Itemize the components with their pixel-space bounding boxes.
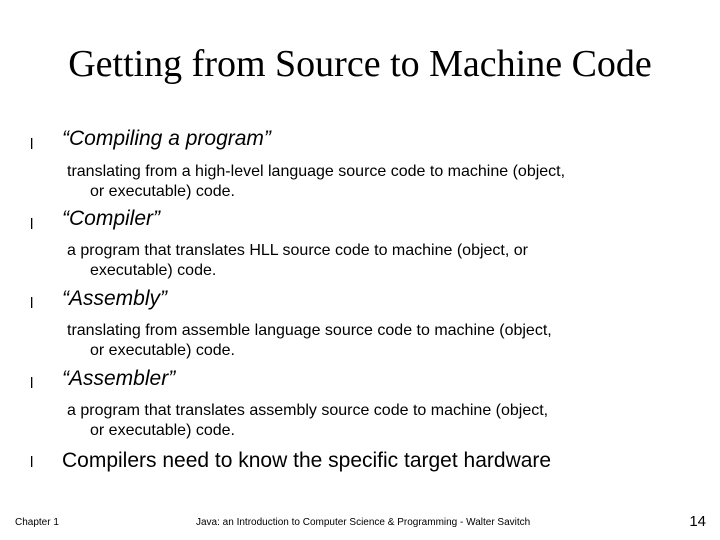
definition-compiler <box>67 241 707 281</box>
term-compiling-a-program: “Compiling a program” <box>62 127 271 150</box>
bullet-marker: l <box>30 216 34 233</box>
bullet-marker: l <box>30 136 34 153</box>
bullet-marker: l <box>30 375 34 392</box>
definition-line: or executable) code. <box>90 422 235 439</box>
bullet-marker: l <box>30 295 34 312</box>
footer-book-title: Java: an Introduction to Computer Science & Programming - Walter Savitch <box>196 517 531 528</box>
definition-assembly <box>67 321 707 361</box>
definition-line: executable) code. <box>90 262 217 279</box>
page-number: 14 <box>689 513 706 530</box>
definition-line: or executable) code. <box>90 183 235 200</box>
term-compiler: “Compiler” <box>62 207 161 230</box>
footer-chapter: Chapter 1 <box>15 517 59 528</box>
definition-line: a program that translates assembly source code to machine (object, <box>67 402 549 419</box>
slide-title: Getting from Source to Machine Code <box>68 43 652 85</box>
definition-line: translating from assemble language source code to machine (object, <box>67 322 552 339</box>
definition-assembler <box>67 401 707 441</box>
definition-line: or executable) code. <box>90 342 235 359</box>
term-assembler: “Assembler” <box>62 367 176 390</box>
bullet-marker: l <box>30 454 34 471</box>
term-assembly: “Assembly” <box>62 287 168 310</box>
definition-line: translating from a high-level language source code to machine (object, <box>67 163 566 180</box>
point-compilers-target-hardware: Compilers need to know the specific target hardware <box>62 449 552 472</box>
definition-compiling-a-program <box>67 162 707 202</box>
definition-line: a program that translates HLL source code to machine (object, or <box>67 242 528 259</box>
